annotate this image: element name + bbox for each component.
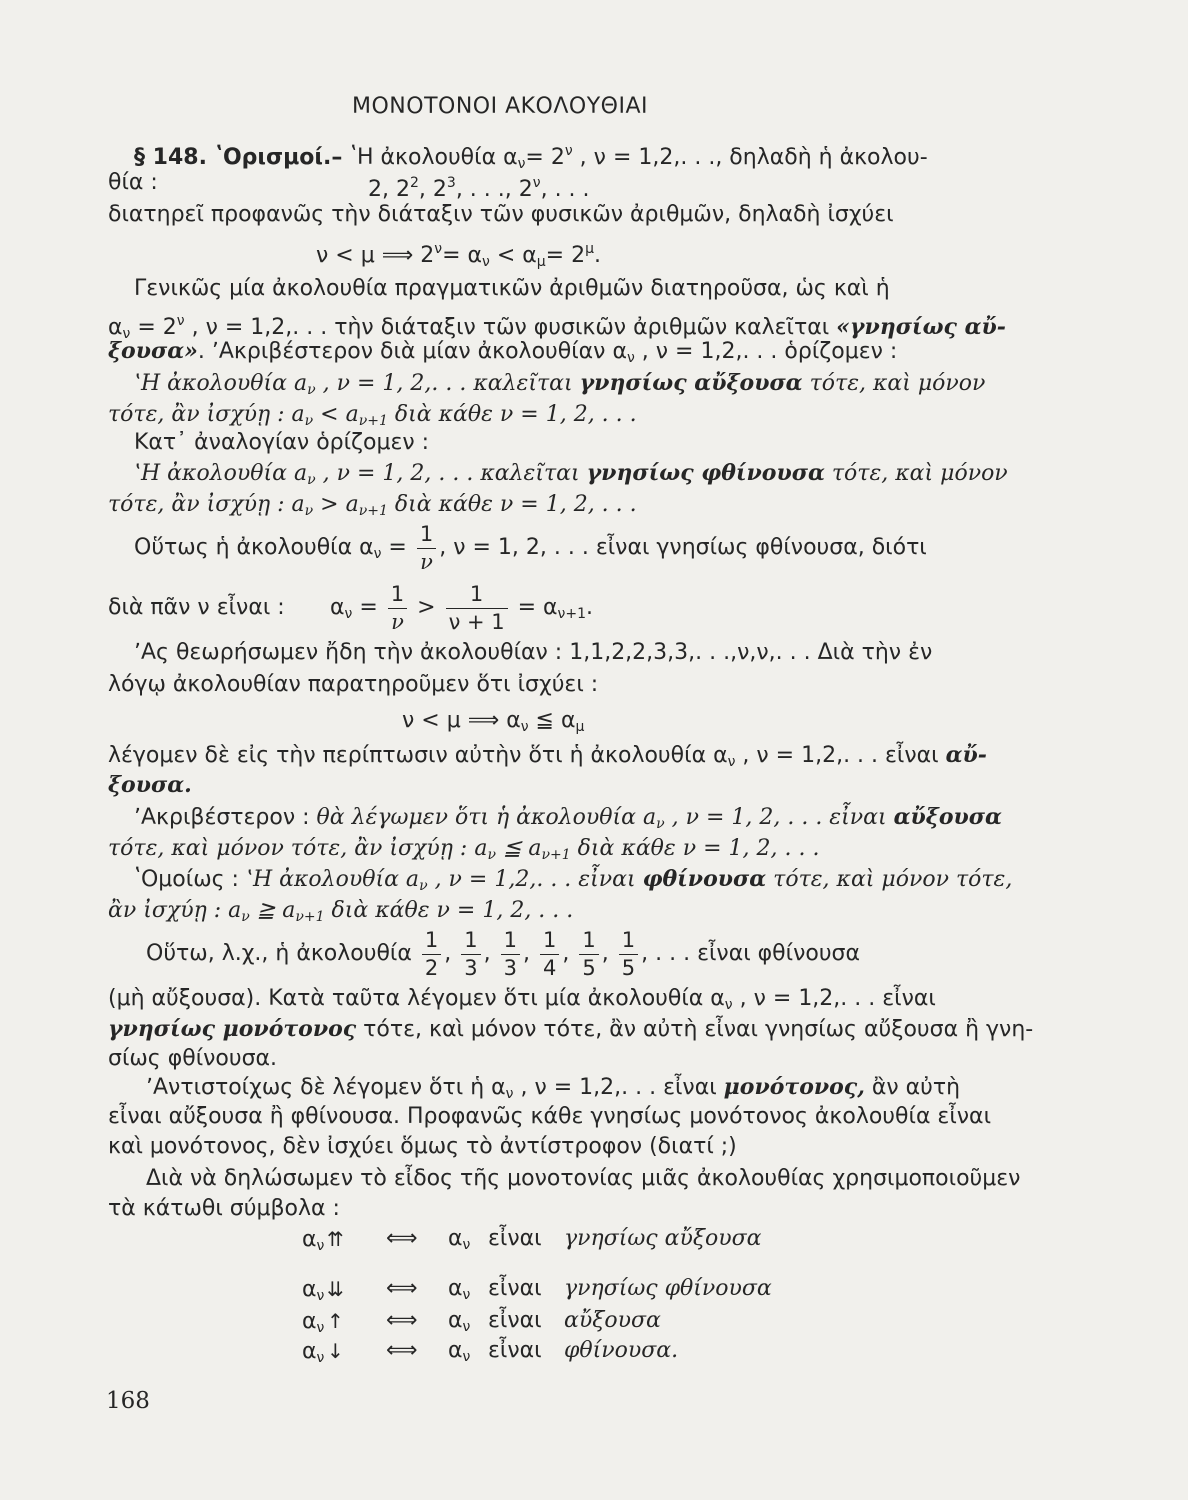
subscript: ν (316, 1320, 325, 1336)
text: , ν = 1,2,. . . εἶναι (732, 986, 936, 1011)
text: , ν = 1, 2, . . . καλεῖται (315, 461, 587, 486)
text-line: Κατ᾽ ἀναλογίαν ὁρίζομεν : (134, 430, 430, 455)
text: α (302, 1309, 317, 1334)
text: θία : (108, 170, 158, 195)
text: φθίνουσα. (564, 1338, 679, 1363)
subscript: ν (626, 350, 635, 366)
text: λέγομεν δὲ εἰς τὴν περίπτωσιν αὐτὴν ὅτι ἡ ἀκολουθία α (108, 743, 728, 768)
text: , ν = 1,2,. . . τὴν διάταξιν τῶν φυσικῶν ἀριθμῶν καλεῖται (184, 315, 837, 340)
text-line: καὶ μονότονος, δὲν ἰσχύει ὅμως τὸ ἀντίστροφον (διατί ;) (108, 1134, 737, 1159)
text: . ʼΑκριβέστερον διὰ μίαν ἀκολουθίαν α (197, 339, 627, 364)
text: ʽΗ ἀκολουθία a (245, 867, 420, 892)
text: = α (510, 595, 558, 620)
subscript: ν (482, 254, 490, 270)
page-title: ΜΟΝΟΤΟΝΟΙ ΑΚΟΛΟΥΘΙΑΙ (352, 94, 649, 119)
subscript: ν (304, 503, 314, 519)
subscript: ν (316, 1238, 325, 1254)
bold-term: γνησίως μονότονος (108, 1016, 357, 1042)
text: διὰ κάθε ν = 1, 2, . . . (387, 492, 637, 517)
text: , ν = 1, 2, . . . εἶναι γνησίως φθίνουσα, διότι (439, 535, 927, 560)
superscript: μ (585, 241, 595, 257)
text: = 2 (525, 145, 565, 170)
text: , ν = 1,2,. . . εἶναι (427, 867, 643, 892)
subscript: ν (307, 472, 316, 488)
text-line: Γενικῶς μία ἀκολουθία πραγματικῶν ἀριθμῶν διατηροῦσα, ὡς καὶ ἡ (134, 276, 890, 301)
text: τότε, ἂν ἰσχύῃ : a (108, 492, 305, 517)
denominator: 3 (464, 955, 478, 980)
subscript: ν (520, 719, 529, 735)
text: ν < μ ⟹ α (402, 708, 521, 733)
double-up-arrow-icon: ⇈ (326, 1227, 344, 1251)
symbol-row (302, 1336, 762, 1373)
text: διὰ πᾶν ν εἶναι : (108, 595, 285, 620)
text: ʽΗ ἀκολουθία α (350, 145, 518, 170)
text: > a (313, 492, 359, 517)
text: , . . ., 2 (455, 177, 533, 202)
fraction (422, 927, 441, 980)
subscript: ν (241, 909, 250, 925)
text: ≧ a (249, 898, 296, 923)
text: ἂν ἰσχύῃ : a (108, 898, 242, 923)
fraction (579, 927, 598, 980)
text: ʽΗ ἀκολουθία a (134, 371, 308, 396)
bold-term: ξουσα» (108, 338, 198, 364)
text: τότε, καὶ μόνον (802, 371, 986, 396)
bold-term: γνησίως αὔξουσα (579, 370, 803, 396)
subscript: ν (727, 754, 736, 770)
text: εἶναι (488, 1338, 542, 1363)
text: . (594, 243, 602, 268)
subscript: ν+1 (295, 909, 325, 925)
numerator: 1 (417, 524, 436, 549)
text-line: σίως φθίνουσα. (108, 1046, 278, 1071)
subscript: ν (304, 413, 314, 429)
subscript: ν (344, 606, 353, 622)
text: = 2 (545, 243, 586, 268)
section-heading: § 148. ʽΟρισμοί.– (134, 145, 351, 170)
formula (402, 706, 702, 742)
text: < α (489, 243, 537, 268)
fraction (417, 521, 436, 574)
text-line: εἶναι αὔξουσα ἢ φθίνουσα. Προφανῶς κάθε γνησίως μονότονος ἀκολουθία εἶναι (108, 1104, 992, 1129)
text: τότε, καὶ μόνον (824, 461, 1008, 486)
text-line (134, 520, 940, 582)
text-line (108, 1014, 1034, 1045)
subscript: ν (487, 847, 496, 863)
subscript: ν (462, 1237, 471, 1253)
text: τότε, καὶ μόνον τότε, (766, 867, 1013, 892)
text: α (302, 1277, 317, 1302)
bold-term: ξουσα. (108, 772, 192, 798)
text: , ν = 1, 2, . . . εἶναι (664, 805, 894, 830)
text: α (330, 595, 345, 620)
text-line (108, 580, 944, 636)
text-line: λόγῳ ἀκολουθίαν παρατηροῦμεν ὅτι ἰσχύει : (108, 672, 599, 697)
text: ≦ a (495, 836, 542, 861)
text: διὰ κάθε ν = 1, 2, . . . (324, 898, 574, 923)
denominator: 4 (543, 955, 557, 980)
subscript: ν (316, 1350, 325, 1366)
text: γνησίως αὔξουσα (564, 1226, 762, 1251)
superscript: ν (176, 313, 185, 329)
subscript: μ (536, 254, 546, 270)
text: ʼΑκριβέστερον : (134, 805, 317, 830)
subscript: ν+1 (358, 413, 388, 429)
text: εἶναι (488, 1276, 542, 1301)
equivalence-icon: ⟺ (386, 1338, 418, 1363)
text: ʽΟμοίως : (134, 867, 246, 892)
text: α (302, 1339, 317, 1364)
text: διὰ κάθε ν = 1, 2, . . . (570, 836, 820, 861)
text: τότε, καὶ μόνον τότε, ἂν αὐτὴ εἶναι γνησίως αὔξουσα ἢ γνη- (356, 1017, 1034, 1042)
denominator: 2 (424, 955, 439, 980)
text: = (352, 595, 385, 620)
text: τότε, ἂν ἰσχύῃ : a (108, 402, 305, 427)
text: , ν = 1, 2,. . . καλεῖται (315, 371, 580, 396)
bold-term: γνησίως φθίνουσα (586, 460, 825, 486)
fraction (388, 581, 407, 634)
subscript: ν (462, 1349, 471, 1365)
bold-term: μονότονος, (723, 1074, 865, 1100)
numerator: 1 (540, 930, 559, 955)
formula (330, 580, 593, 642)
numerator: 1 (388, 584, 407, 609)
subscript: ν (517, 156, 526, 172)
text: ʽΗ ἀκολουθία a (134, 461, 308, 486)
text-line: τὰ κάτωθι σύμβολα : (108, 1196, 340, 1221)
bold-term: «γνησίως αὔ- (836, 314, 1006, 340)
text: , 2 (418, 177, 447, 202)
text: ≦ α (528, 708, 576, 733)
text: α (448, 1226, 463, 1251)
numerator: 1 (446, 584, 508, 609)
text: αὔξουσα (564, 1308, 661, 1333)
text: α (448, 1308, 463, 1333)
fraction (446, 581, 508, 634)
bold-term: αὔ- (945, 742, 987, 768)
subscript: ν (122, 326, 131, 342)
text: ν < μ ⟹ 2 (316, 243, 435, 268)
subscript: ν (307, 382, 316, 398)
text: α (448, 1276, 463, 1301)
subscript: ν (373, 546, 382, 562)
down-arrow-icon: ↓ (326, 1339, 344, 1363)
denominator: ν + 1 (448, 609, 505, 634)
text-line: Οὕτω, λ.χ., ἡ ἀκολουθία $\frac{1}{2}$ , $\frac{1}{3}$ , $\frac{1}{3}$ , $\frac{1}{4}$ , $\frac{1}{5}$ , $\frac{1}{5}$ , . . . εἶναι φθίνουσα (146, 927, 860, 980)
denominator: 5 (621, 955, 636, 980)
text: γνησίως φθίνουσα (564, 1276, 772, 1301)
up-arrow-icon: ↑ (326, 1309, 344, 1333)
text: διὰ κάθε ν = 1, 2, . . . (387, 402, 637, 427)
text-line: Διὰ νὰ δηλώσωμεν τὸ εἶδος τῆς μονοτονίας μιᾶς ἀκολουθίας χρησιμοποιοῦμεν (146, 1166, 1021, 1191)
subscript: ν+1 (541, 847, 571, 863)
fraction (461, 927, 480, 980)
equivalence-icon: ⟺ (386, 1276, 418, 1301)
numerator: 1 (461, 930, 480, 955)
text-line: ʼΑς θεωρήσωμεν ἤδη τὴν ἀκολουθίαν : 1,1,2,2,3,3,. . .,ν,ν,. . . Διὰ τὴν ἐν (134, 640, 933, 665)
text: = 2 (130, 315, 177, 340)
subscript: ν (656, 816, 665, 832)
bold-term: αὔξουσα (893, 804, 1002, 830)
denominator: ν (420, 549, 433, 574)
text: α (448, 1338, 463, 1363)
subscript: ν (462, 1319, 471, 1335)
equivalence-icon: ⟺ (386, 1226, 418, 1251)
text: < a (313, 402, 359, 427)
text: . (586, 595, 593, 620)
superscript: 3 (446, 175, 456, 191)
numerator: 1 (501, 930, 520, 955)
equivalence-icon: ⟺ (386, 1308, 418, 1333)
superscript: ν (532, 175, 541, 191)
text: , ν = 1,2,. . . εἶναι (513, 1075, 724, 1100)
text: θὰ λέγωμεν ὅτι ἡ ἀκολουθία a (316, 805, 657, 830)
bold-term: φθίνουσα (642, 866, 767, 892)
superscript: ν (434, 241, 443, 257)
text: 2, 2 (368, 177, 410, 202)
text: Οὕτως ἡ ἀκολουθία α (134, 535, 374, 560)
double-down-arrow-icon: ⇊ (326, 1277, 344, 1301)
symbol-row (302, 1224, 762, 1261)
denominator: 3 (503, 955, 518, 980)
subscript: ν (316, 1288, 325, 1304)
text: , ν = 1,2,. . . ὁρίζομεν : (634, 339, 898, 364)
text: = α (442, 243, 482, 268)
text: , ν = 1,2,. . ., δηλαδὴ ἡ ἀκολου- (572, 145, 928, 170)
fraction (619, 927, 638, 980)
subscript: ν (419, 878, 428, 894)
denominator: ν (391, 609, 404, 634)
subscript: ν (724, 997, 733, 1013)
subscript: ν (505, 1086, 514, 1102)
fraction (540, 927, 559, 980)
subscript: ν (462, 1287, 471, 1303)
text: Οὕτω, λ.χ., ἡ ἀκολουθία (146, 941, 412, 966)
text: = (381, 535, 414, 560)
text: , . . . (540, 177, 590, 202)
text: (μὴ αὔξουσα). Κατὰ ταῦτα λέγομεν ὅτι μία ἀκολουθία α (108, 986, 725, 1011)
numerator: 1 (422, 930, 441, 955)
numerator: 1 (619, 930, 638, 955)
text: εἶναι (488, 1308, 542, 1333)
superscript: ν (564, 143, 573, 159)
text-line: διατηρεῖ προφανῶς τὴν διάταξιν τῶν φυσικῶν ἀριθμῶν, δηλαδὴ ἰσχύει (108, 202, 894, 227)
text: , ν = 1,2,. . . εἶναι (735, 743, 946, 768)
denominator: 5 (582, 955, 596, 980)
superscript: 2 (409, 175, 419, 191)
text: ἂν αὐτὴ (864, 1075, 961, 1100)
formula (316, 234, 716, 277)
text: α (302, 1227, 317, 1252)
text: εἶναι (488, 1226, 542, 1251)
numerator: 1 (579, 930, 598, 955)
page-number: 168 (106, 1388, 150, 1414)
subscript: ν+1 (557, 606, 586, 622)
text: α (108, 315, 123, 340)
text: τότε, καὶ μόνον τότε, ἂν ἰσχύῃ : a (108, 836, 488, 861)
text: ʼΑντιστοίχως δὲ λέγομεν ὅτι ἡ α (146, 1075, 506, 1100)
subscript: μ (575, 719, 585, 735)
text-line (108, 168, 944, 202)
subscript: ν+1 (358, 503, 388, 519)
fraction (501, 927, 520, 980)
text: , . . . εἶναι φθίνουσα (641, 941, 860, 966)
text: > (410, 595, 443, 620)
